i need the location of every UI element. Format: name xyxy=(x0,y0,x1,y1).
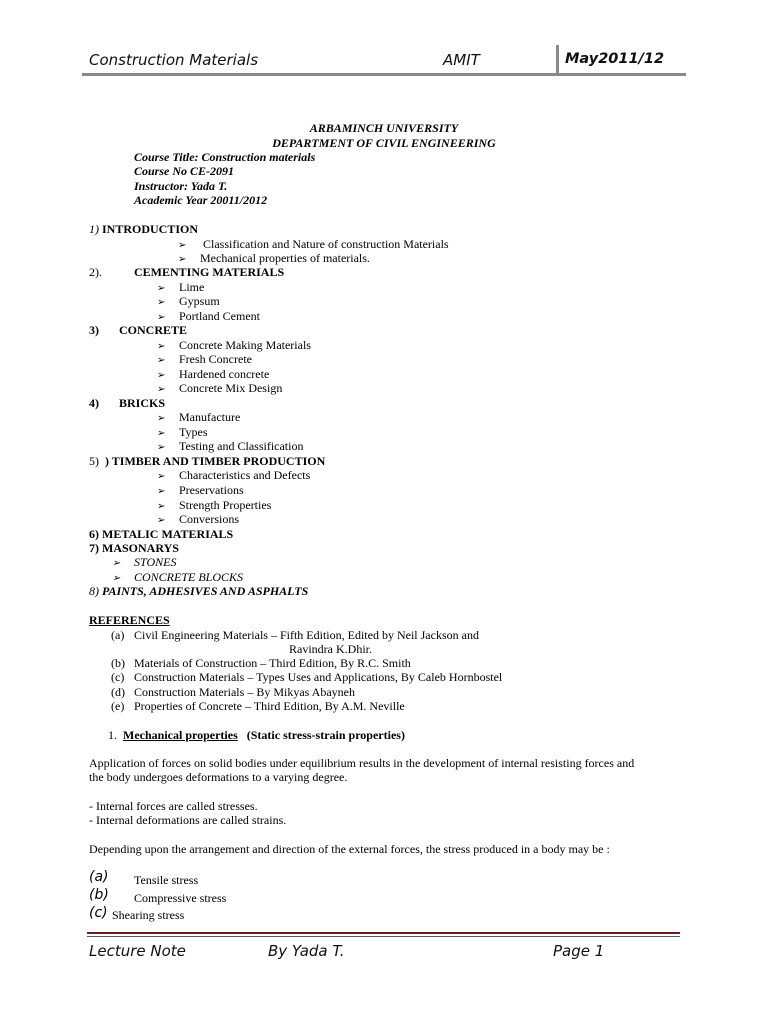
header-date: May2011/12 xyxy=(565,51,665,67)
list-item: ➢ Mechanical properties of materials. xyxy=(178,251,370,267)
section-metalic-materials: 6) METALIC MATERIALS xyxy=(89,527,234,541)
page-number: Page 1 xyxy=(553,942,605,960)
reference-label: (e) xyxy=(111,699,125,713)
list-item: ➢ Classification and Nature of construction Materials xyxy=(178,237,449,253)
list-item: ➢ CONCRETE BLOCKS xyxy=(112,570,243,586)
section-number: 3) xyxy=(89,323,99,337)
section-heading-mechanical-properties: 1. Mechanical properties (Static stress-strain properties) xyxy=(108,728,405,742)
note-stresses: - Internal forces are called stresses. xyxy=(89,799,258,813)
list-item: ➢ Strength Properties xyxy=(157,498,271,514)
reference-label: (d) xyxy=(111,685,125,699)
section-number: 4) xyxy=(89,396,99,410)
footer-author: By Yada T. xyxy=(268,942,345,960)
stress-type: Tensile stress xyxy=(134,873,199,887)
paragraph-line: the body undergoes deformations to a varying degree. xyxy=(89,770,348,784)
section-number: 5) xyxy=(89,454,99,468)
paragraph-line: Depending upon the arrangement and direction of the external forces, the stress produced in a body may be : xyxy=(89,842,610,856)
list-item: ➢ Fresh Concrete xyxy=(157,352,252,368)
list-item: ➢ Preservations xyxy=(157,483,244,499)
stress-letter: (b) xyxy=(89,887,109,903)
section-concrete: CONCRETE xyxy=(119,323,188,337)
references-heading: REFERENCES xyxy=(89,613,170,627)
section-cementing-materials: CEMENTING MATERIALS xyxy=(134,265,285,279)
course-number: Course No CE-2091 xyxy=(134,164,235,178)
paragraph-line: Application of forces on solid bodies under equilibrium results in the development of internal resisting forces and xyxy=(89,756,635,770)
section-timber: ) TIMBER AND TIMBER PRODUCTION xyxy=(105,454,326,468)
reference-text-continued: Ravindra K.Dhir. xyxy=(289,642,372,656)
department-name: DEPARTMENT OF CIVIL ENGINEERING xyxy=(272,136,496,150)
list-item: ➢ Concrete Making Materials xyxy=(157,338,311,354)
footer-rule-thin xyxy=(87,936,680,937)
list-item: ➢ Gypsum xyxy=(157,294,220,310)
footer-rule xyxy=(87,932,680,934)
list-item: ➢ Types xyxy=(157,425,208,441)
reference-text: Construction Materials – By Mikyas Abayneh xyxy=(134,685,355,699)
stress-type: Compressive stress xyxy=(134,891,227,905)
section-bricks: BRICKS xyxy=(119,396,166,410)
reference-text: Materials of Construction – Third Edition, By R.C. Smith xyxy=(134,656,411,670)
reference-text: Civil Engineering Materials – Fifth Edition, Edited by Neil Jackson and xyxy=(134,628,479,642)
header-rule xyxy=(82,73,686,76)
header-title: Construction Materials xyxy=(89,51,259,69)
list-item: ➢ Conversions xyxy=(157,512,239,528)
header-author: AMIT xyxy=(443,51,480,69)
stress-letter: (a) xyxy=(89,869,109,885)
note-strains: - Internal deformations are called strains. xyxy=(89,813,287,827)
reference-text: Construction Materials – Types Uses and Applications, By Caleb Hornbostel xyxy=(134,670,503,684)
stress-type: Shearing stress xyxy=(112,908,185,922)
footer-note: Lecture Note xyxy=(89,942,186,960)
reference-label: (c) xyxy=(111,670,125,684)
list-item: ➢ Characteristics and Defects xyxy=(157,468,310,484)
stress-letter: (c) xyxy=(89,905,108,921)
reference-text: Properties of Concrete – Third Edition, By A.M. Neville xyxy=(134,699,405,713)
header-divider xyxy=(556,45,559,75)
list-item: ➢ Lime xyxy=(157,280,204,296)
reference-label: (a) xyxy=(111,628,125,642)
list-item: ➢ Testing and Classification xyxy=(157,439,303,455)
list-item: ➢ Concrete Mix Design xyxy=(157,381,282,397)
section-paints: 8) PAINTS, ADHESIVES AND ASPHALTS xyxy=(89,584,309,598)
course-title: Course Title: Construction materials xyxy=(134,150,316,164)
section-number: 2). xyxy=(89,265,102,279)
reference-label: (b) xyxy=(111,656,125,670)
section-introduction: 1) INTRODUCTION xyxy=(89,222,199,236)
list-item: ➢ Hardened concrete xyxy=(157,367,269,383)
section-masonarys: 7) MASONARYS xyxy=(89,541,179,555)
university-name: ARBAMINCH UNIVERSITY xyxy=(309,121,459,135)
list-item: ➢ Manufacture xyxy=(157,410,240,426)
list-item: ➢ Portland Cement xyxy=(157,309,260,325)
instructor: Instructor: Yada T. xyxy=(134,179,228,193)
academic-year: Academic Year 20011/2012 xyxy=(134,193,268,207)
list-item: ➢ STONES xyxy=(112,555,176,571)
